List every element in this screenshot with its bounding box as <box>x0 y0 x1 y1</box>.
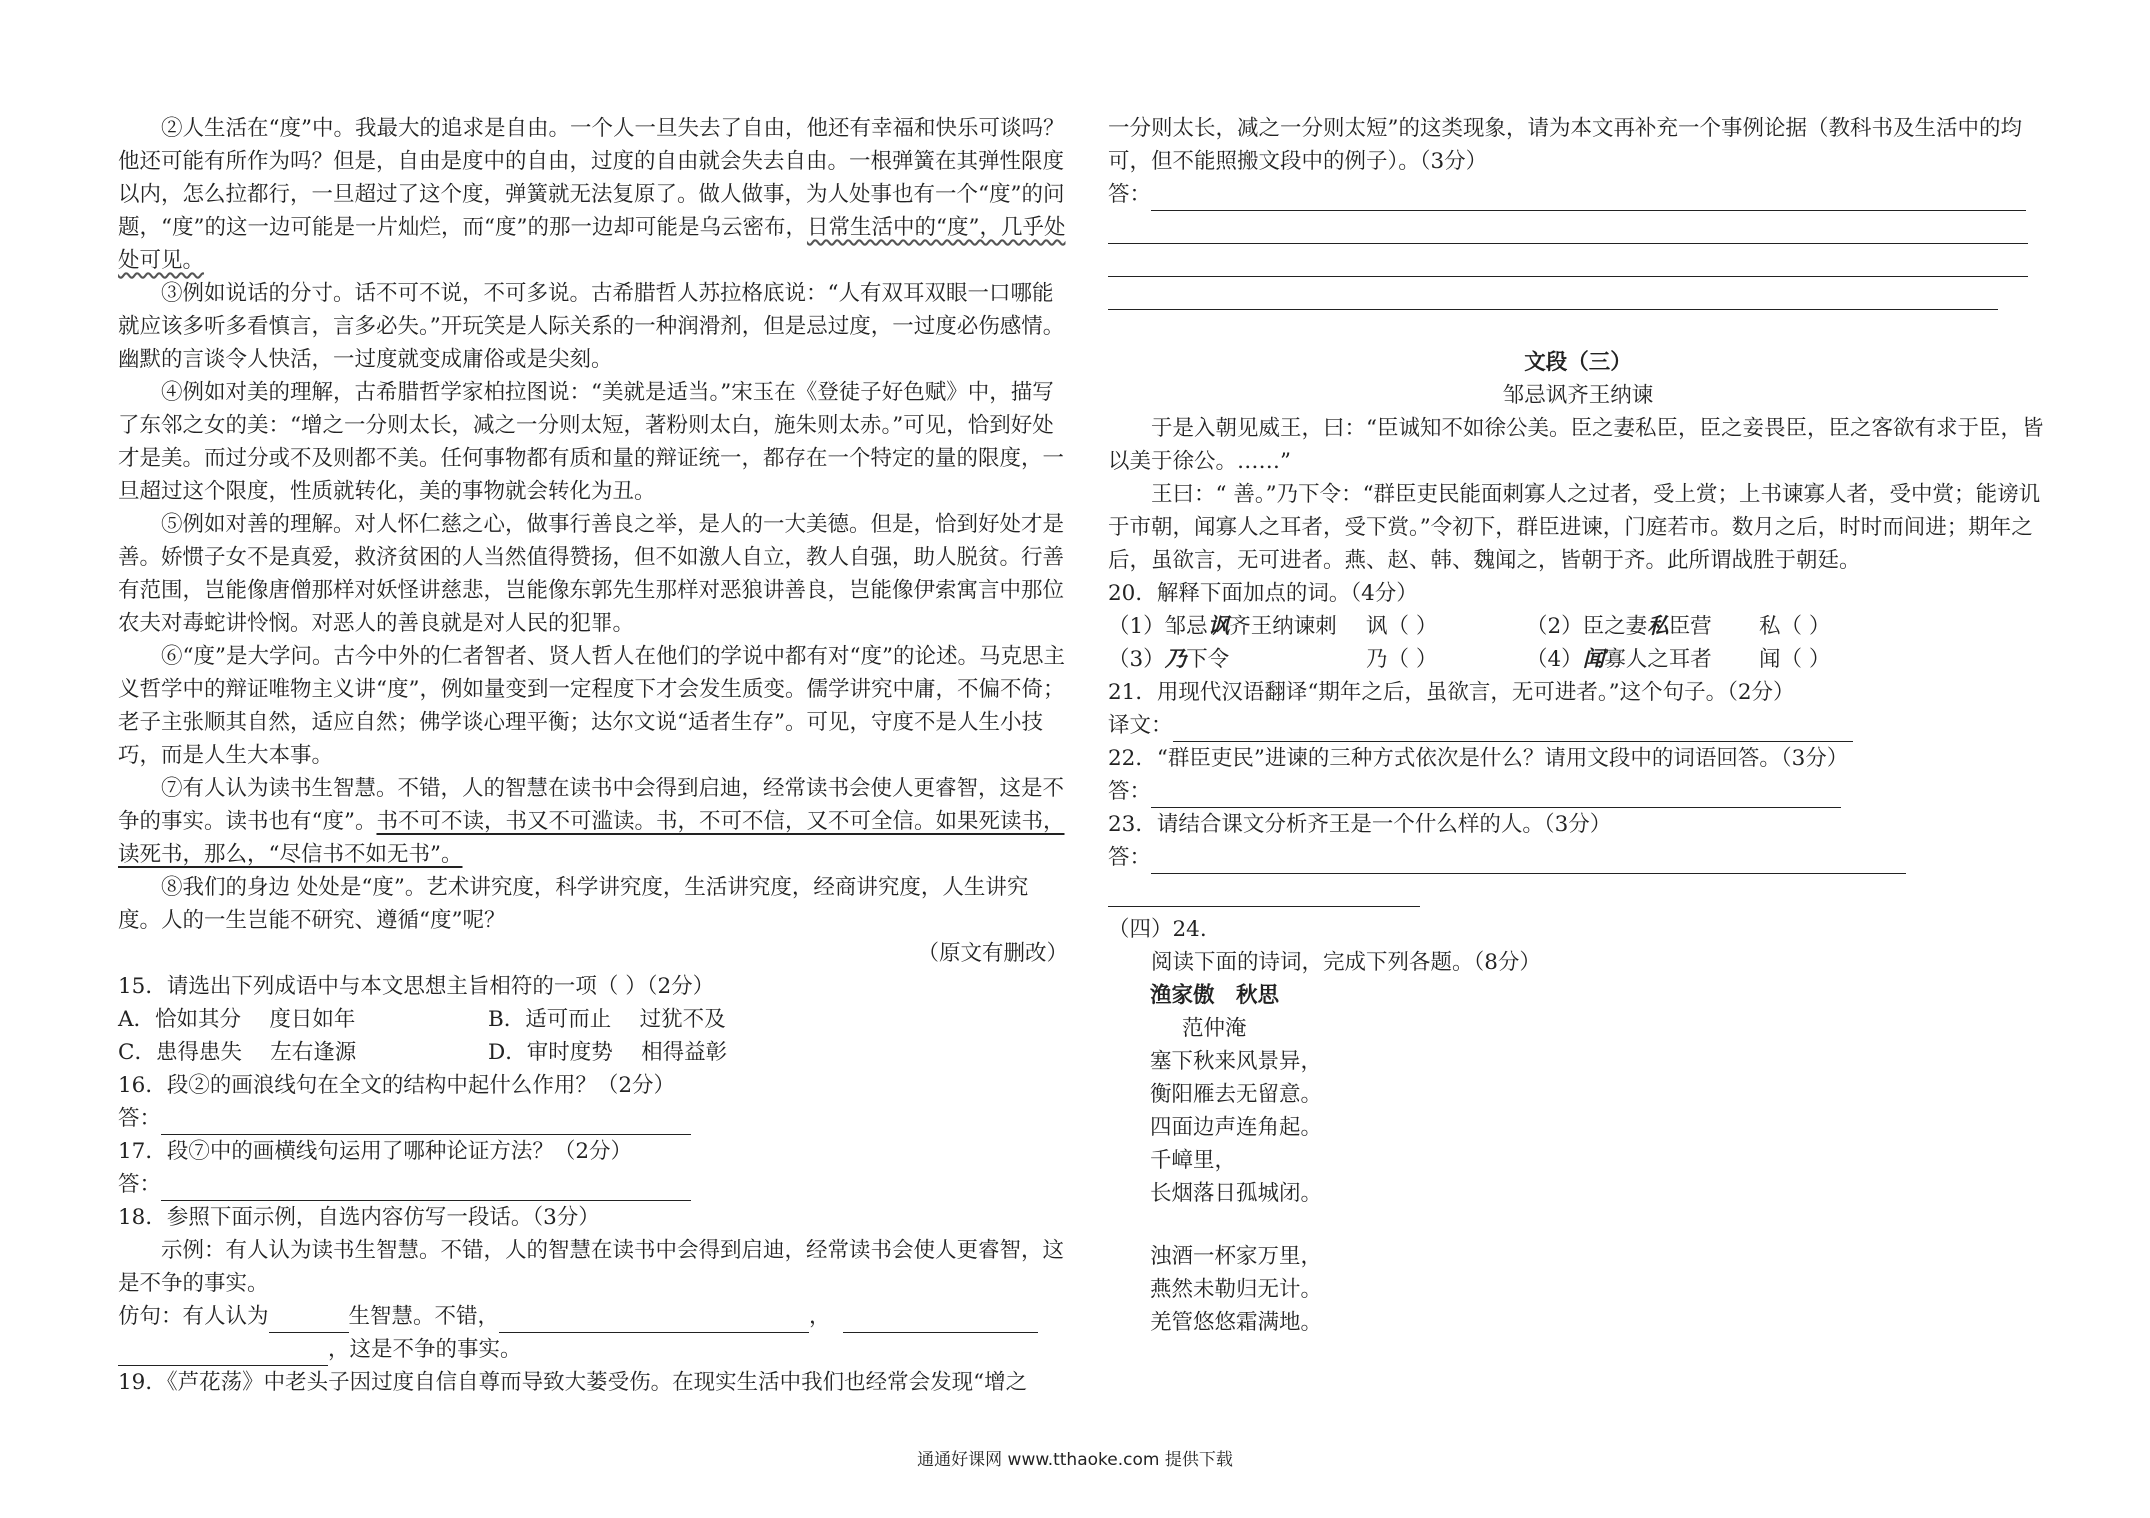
right-column <box>1108 112 2048 1339</box>
q19-answer-line-4[interactable] <box>1108 277 1998 310</box>
q18-fill-row-2 <box>118 1333 1068 1366</box>
q18-fill-label-a: 仿句：有人认为 <box>118 1304 269 1329</box>
answer-label: 答： <box>118 1172 162 1197</box>
q20-row-1 <box>1108 610 2048 643</box>
question-17: 17．段⑦中的画横线句运用了哪种论证方法？（2分） <box>118 1139 633 1164</box>
q20-row-2 <box>1108 643 2048 676</box>
q20-answer-4[interactable]: 闻（ ） <box>1759 647 1831 672</box>
dotted-word-wen: 闻 <box>1582 647 1605 672</box>
paragraph-7-text: ⑦有人认为读书生智慧。不错，人的智慧在读书中会得到启迪，经常读书会使人更睿智，这是不争的事实。读书也有“度”。 <box>118 776 1065 834</box>
q15-options-row-1 <box>118 1003 1068 1036</box>
section-4-label: （四）24. <box>1108 917 1207 942</box>
source-note: （原文有删改） <box>917 941 1068 966</box>
q18-fill-label-c: ， <box>809 1304 831 1329</box>
paragraph-8: ⑧我们的身边 处处是“度”。艺术讲究度，科学讲究度，生活讲究度，经商讲究度，人生讲究度。人的一生岂能不研究、遵循“度”呢？ <box>118 875 1029 933</box>
poem-line: 浊酒一杯家万里， <box>1150 1244 1323 1269</box>
q20-item-2-pre: （2）臣之妻 <box>1526 614 1648 639</box>
poem-line: 四面边声连角起。 <box>1150 1115 1323 1140</box>
question-20: 20．解释下面加点的词。（4分） <box>1108 581 1418 606</box>
paragraph-2-text: ②人生活在“度”中。我最大的追求是自由。一个人一旦失去了自由，他还有幸福和快乐可谈吗？他还可能有所作为吗？但是，自由是度中的自由，过度的自由就会失去自由。一根弹簧在其弹性限度以内，怎么拉都行，一旦超过了这个度，弹簧就无法复原了。做人做事，为人处事也有一个“度”的问题，“度”的这一边可能是一片灿烂，而“度”的那一边却可能是乌云密布， <box>118 116 1065 240</box>
answer-label: 答： <box>1108 779 1152 804</box>
poem <box>1108 979 2048 1339</box>
q18-blank-3[interactable] <box>843 1310 1038 1333</box>
left-column <box>118 112 1068 1399</box>
q20-item-4-post: 寡人之耳者 <box>1604 647 1712 672</box>
dotted-word-feng: 讽 <box>1207 614 1230 639</box>
translation-label: 译文： <box>1108 713 1173 738</box>
q20-item-3 <box>1108 643 1366 676</box>
q20-item-1-post: 齐王纳谏刺 <box>1229 614 1337 639</box>
q18-blank-4[interactable] <box>118 1343 328 1366</box>
poem-stanza-gap <box>1108 1210 2048 1240</box>
answer-label: 答： <box>1108 182 1152 207</box>
dotted-word-si: 私 <box>1647 614 1669 639</box>
question-19-continued: 一分则太长，减之一分则太短”的这类现象，请为本文再补充一个事例论据（教科书及生活中的均可，但不能照搬文段中的例子）。（3分） <box>1108 116 2022 174</box>
poem-line: 长烟落日孤城闭。 <box>1150 1181 1323 1206</box>
q20-item-1 <box>1108 610 1366 643</box>
q18-blank-1[interactable] <box>269 1310 349 1333</box>
q16-answer-row <box>118 1102 1068 1135</box>
question-23: 23．请结合课文分析齐王是一个什么样的人。（3分） <box>1108 812 1612 837</box>
poem-line: 羌管悠悠霜满地。 <box>1150 1310 1323 1335</box>
paragraph-3: ③例如说话的分寸。话不可不说，不可多说。古希腊哲人苏拉格底说：“人有双耳双眼一口哪能就应该多听多看慎言，言多必失。”开玩笑是人际关系的一种润滑剂，但是忌过度，一过度必伤感情。幽默的言谈令人快活，一过度就变成庸俗或是尖刻。 <box>118 281 1065 372</box>
underlined-sentence: 书不可不读，书又不可滥读。书，不可不信，又不可全信。如果死读书，读死书，那么，“尽信书不如无书”。 <box>118 809 1065 867</box>
article-paragraph-1: 于是入朝见威王，曰：“臣诚知不如徐公美。臣之妻私臣，臣之妾畏臣，臣之客欲有求于臣，皆以美于徐公。……” <box>1108 416 2044 474</box>
q21-answer-row <box>1108 709 2048 742</box>
q20-item-3-pre: （3） <box>1108 647 1165 672</box>
question-18: 18．参照下面示例，自选内容仿写一段话。（3分） <box>118 1205 600 1230</box>
q15-option-b[interactable]: B．适可而止 过犹不及 <box>488 1007 726 1032</box>
q20-answer-2[interactable]: 私（ ） <box>1759 614 1831 639</box>
poem-line: 千嶂里， <box>1150 1148 1237 1173</box>
question-19: 19．《芦花荡》中老头子因过度自信自尊而导致大蒌受伤。在现实生活中我们也经常会发现“增之 <box>118 1370 1028 1395</box>
q17-answer-line[interactable] <box>161 1178 691 1201</box>
q20-answer-3[interactable]: 乃（ ） <box>1366 647 1438 672</box>
q15-option-d[interactable]: D．审时度势 相得益彰 <box>488 1040 728 1065</box>
article-title: 邹忌讽齐王纳谏 <box>1502 383 1654 408</box>
q20-item-2-post: 臣营 <box>1668 614 1712 639</box>
q15-option-c[interactable]: C．患得患失 左右逢源 <box>118 1040 357 1065</box>
wavy-underlined-sentence: 日常生活中的“度”，几乎处处可见。 <box>118 215 1066 273</box>
q20-item-3-post: 下令 <box>1186 647 1230 672</box>
q20-answer-1[interactable]: 讽（ ） <box>1366 614 1438 639</box>
section-title: 文段（三） <box>1524 350 1632 375</box>
answer-label: 答： <box>1108 845 1152 870</box>
paragraph-5: ⑤例如对善的理解。对人怀仁慈之心，做事行善良之举，是人的一大美德。但是，恰到好处才是善。娇惯子女不是真爱，救济贫困的人当然值得赞扬，但不如激人自立，教人自强，助人脱贫。行善有范围，岂能像唐僧那样对妖怪讲慈悲，岂能像东郭先生那样对恶狼讲善良，岂能像伊索寓言中那位农夫对毒蛇讲怜悯。对恶人的善良就是对人民的犯罪。 <box>118 512 1065 636</box>
q20-item-4 <box>1526 643 1759 676</box>
q19-answer-row <box>1108 178 2048 211</box>
poem-title: 渔家傲 秋思 <box>1150 983 1280 1008</box>
q21-answer-line[interactable] <box>1173 719 1853 742</box>
q23-answer-line-1[interactable] <box>1151 851 1906 874</box>
paragraph-7 <box>118 772 1068 871</box>
q20-item-4-pre: （4） <box>1526 647 1583 672</box>
dotted-word-nai: 乃 <box>1164 647 1187 672</box>
paragraph-6: ⑥“度”是大学问。古今中外的仁者智者、贤人哲人在他们的学说中都有对“度”的论述。马克思主义哲学中的辩证唯物主义讲“度”，例如量变到一定程度下才会发生质变。儒学讲究中庸，不偏不倚；老子主张顺其自然，适应自然；佛学谈心理平衡；达尔文说“适者生存”。可见，守度不是人生小技巧，而是人生大本事。 <box>118 644 1065 768</box>
q19-answer-line-2[interactable] <box>1108 211 2028 244</box>
q19-answer-line-1[interactable] <box>1151 188 2026 211</box>
question-22: 22．“群臣吏民”进谏的三种方式依次是什么？请用文段中的词语回答。（3分） <box>1108 746 1849 771</box>
q19-answer-line-3[interactable] <box>1108 244 2028 277</box>
q16-answer-line[interactable] <box>161 1112 691 1135</box>
q15-option-a[interactable]: A．恰如其分 度日如年 <box>118 1007 356 1032</box>
question-15: 15．请选出下列成语中与本文思想主旨相符的一项（ ）（2分） <box>118 974 715 999</box>
page-footer: 通通好课网 www.tthaoke.com 提供下载 <box>917 1450 1233 1470</box>
q23-answer-line-2[interactable] <box>1108 874 1420 907</box>
poem-author: 范仲淹 <box>1182 1016 1247 1041</box>
question-21: 21．用现代汉语翻译“期年之后，虽欲言，无可进者。”这个句子。（2分） <box>1108 680 1795 705</box>
q22-answer-line[interactable] <box>1151 785 1841 808</box>
question-16: 16．段②的画浪线句在全文的结构中起什么作用？（2分） <box>118 1073 676 1098</box>
q18-blank-2[interactable] <box>499 1310 809 1333</box>
q15-options-row-2 <box>118 1036 1068 1069</box>
article-paragraph-2: 王曰：“ 善。”乃下令：“群臣吏民能面刺寡人之过者，受上赏；上书谏寡人者，受中赏；能谤讥于市朝，闻寡人之耳者，受下赏。”令初下，群臣进谏，门庭若市。数月之后，时时而间进；期年之后，虽欲言，无可进者。燕、赵、韩、魏闻之，皆朝于齐。此所谓战胜于朝廷。 <box>1108 482 2041 573</box>
q20-item-2 <box>1526 610 1759 643</box>
q18-fill-label-d: ，这是不争的事实。 <box>328 1337 522 1362</box>
q18-fill-row-1 <box>118 1300 1068 1333</box>
poem-line: 衡阳雁去无留意。 <box>1150 1082 1323 1107</box>
q17-answer-row <box>118 1168 1068 1201</box>
q23-answer-row <box>1108 841 2048 874</box>
question-24: 阅读下面的诗词，完成下列各题。（8分） <box>1151 950 1541 975</box>
poem-line: 塞下秋来风景异， <box>1150 1049 1323 1074</box>
q18-example: 示例：有人认为读书生智慧。不错，人的智慧在读书中会得到启迪，经常读书会使人更睿智，这是不争的事实。 <box>118 1238 1065 1296</box>
paragraph-4: ④例如对美的理解，古希腊哲学家柏拉图说：“美就是适当。”宋玉在《登徒子好色赋》中，描写了东邻之女的美：“增之一分则太长，减之一分则太短，著粉则太白，施朱则太赤。”可见，恰到好处才是美。而过分或不及则都不美。任何事物都有质和量的辩证统一，都存在一个特定的量的限度，一旦超过这个限度，性质就转化，美的事物就会转化为丑。 <box>118 380 1065 504</box>
answer-label: 答： <box>118 1106 162 1131</box>
q18-fill-label-b: 生智慧。不错， <box>348 1304 500 1329</box>
poem-line: 燕然未勒归无计。 <box>1150 1277 1323 1302</box>
q22-answer-row <box>1108 775 2048 808</box>
q20-item-1-pre: （1）邹忌 <box>1108 614 1208 639</box>
paragraph-2 <box>118 112 1068 277</box>
